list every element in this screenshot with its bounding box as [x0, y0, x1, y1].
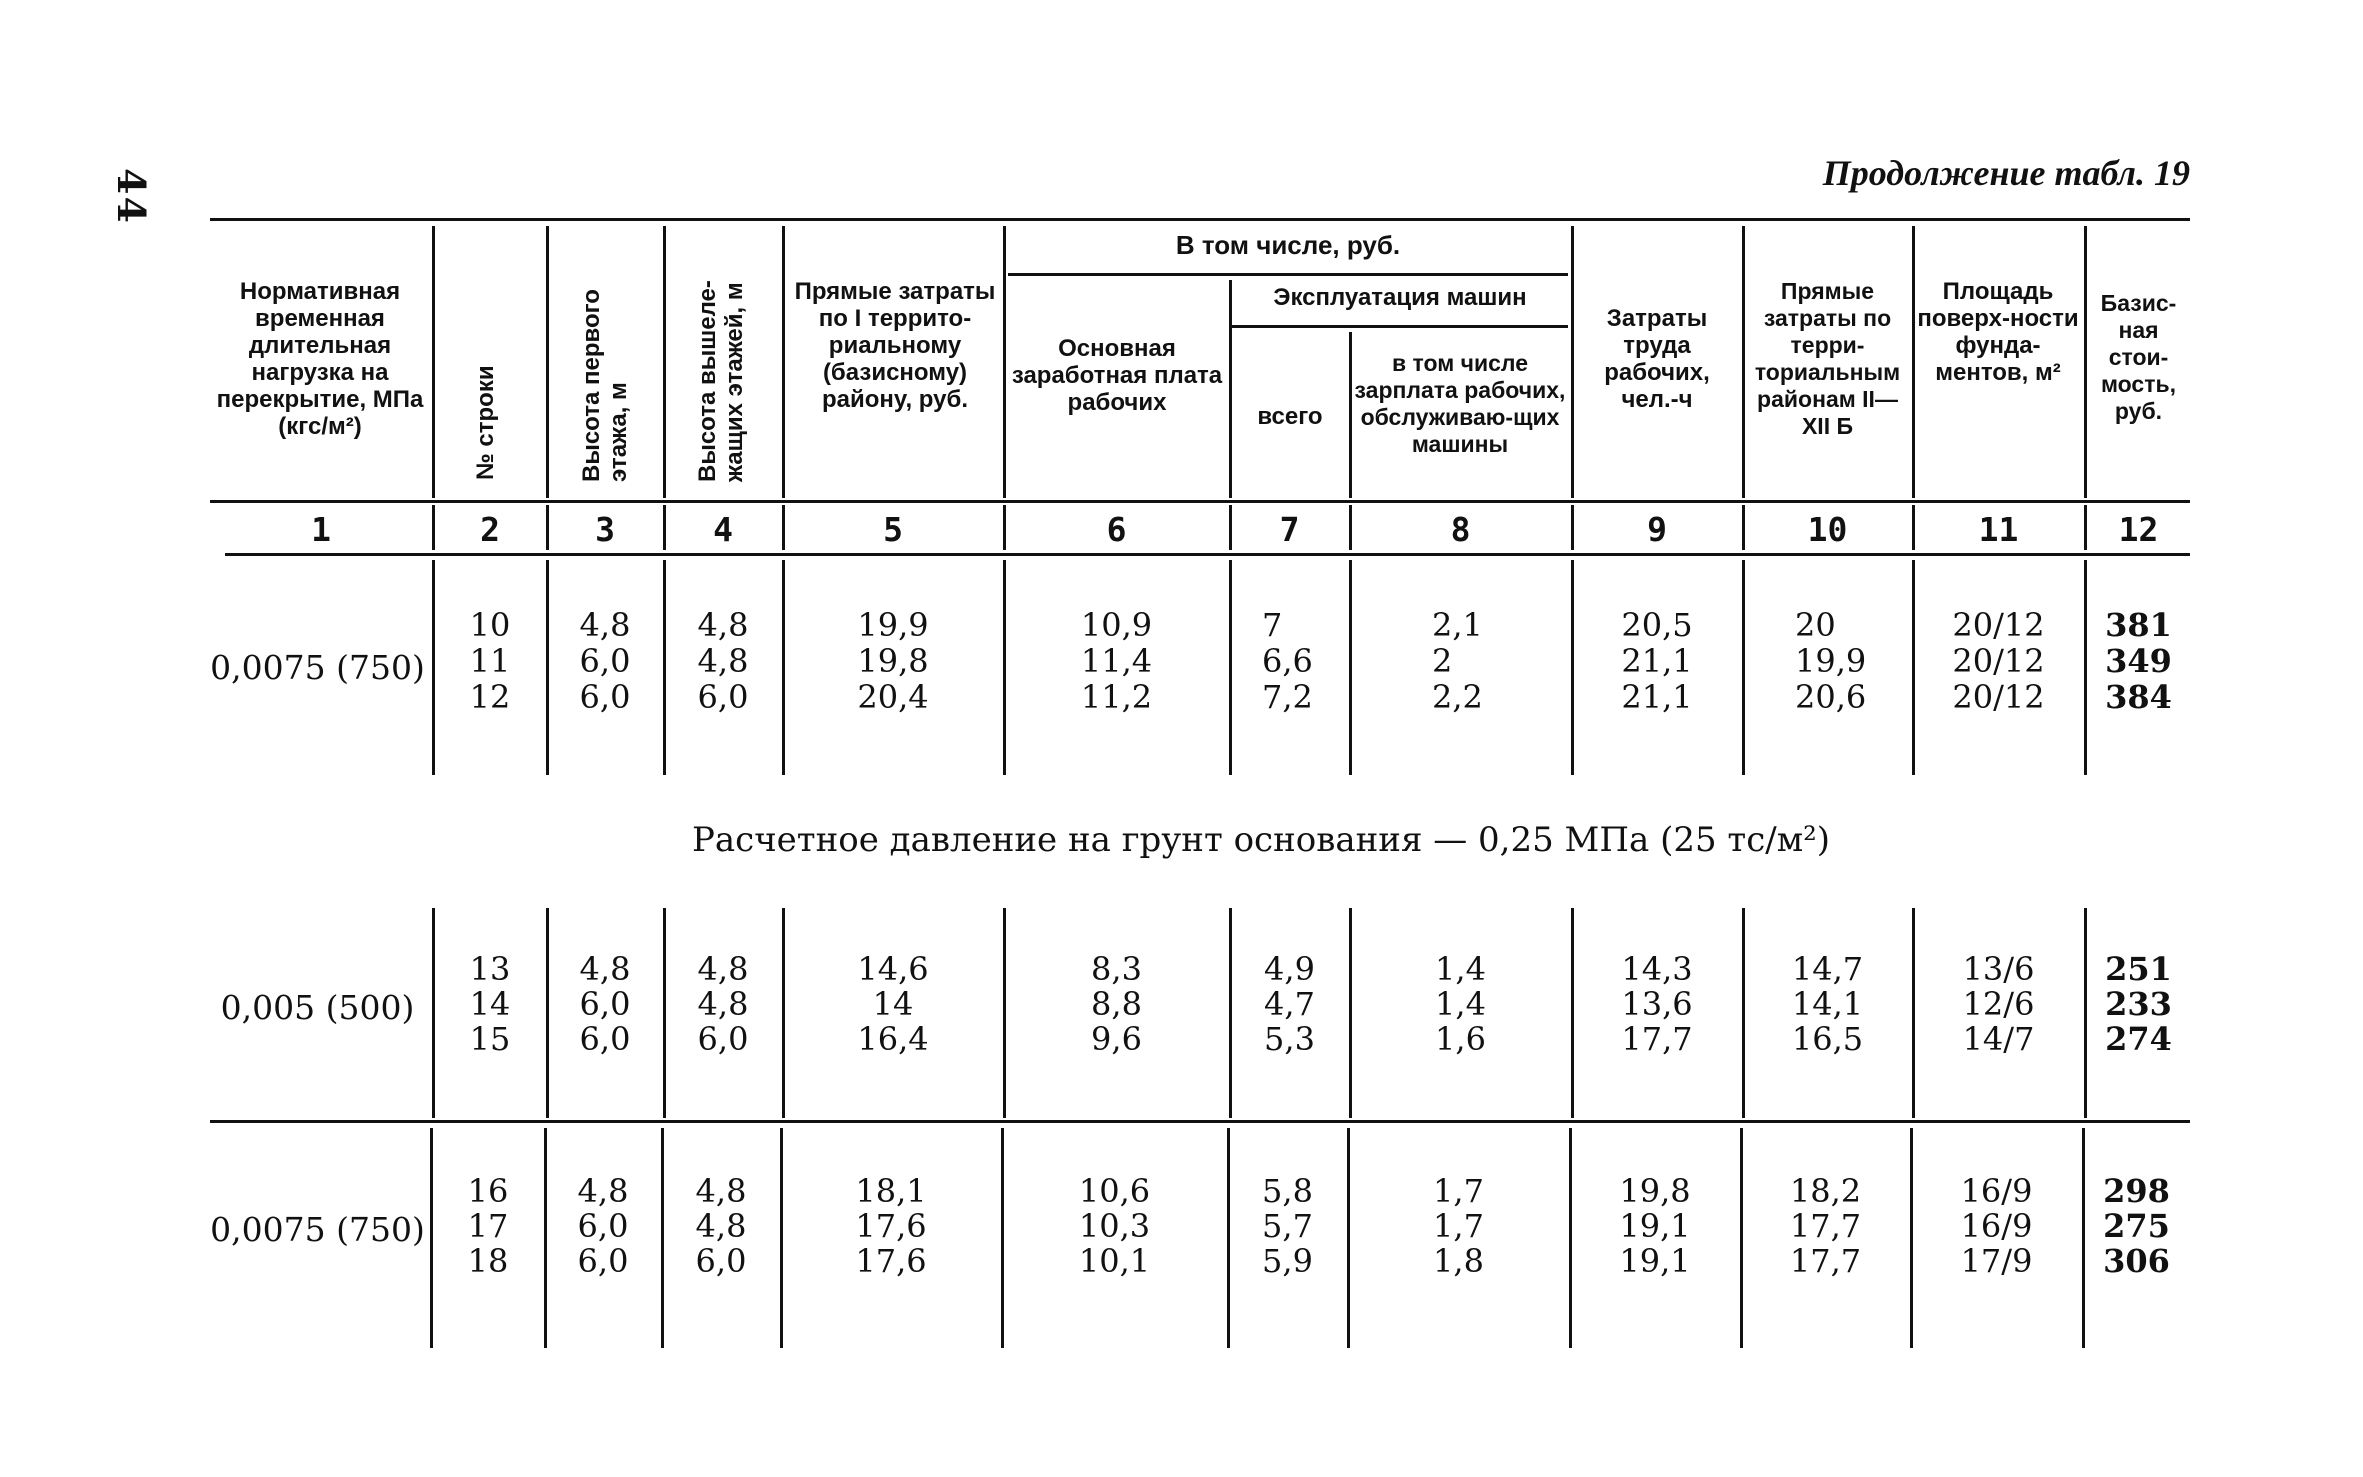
table-cell: 18	[467, 1242, 509, 1280]
table-cell: 19,1	[1619, 1242, 1691, 1280]
header-machines-total: всего	[1257, 403, 1323, 430]
table-cell: 5,8	[1262, 1172, 1313, 1210]
column-number: 2	[480, 510, 500, 549]
header-base-wages: Основная заработная плата рабочих	[1011, 335, 1223, 416]
table-cell: 14/7	[1962, 1020, 2035, 1058]
table-cell: 14,3	[1621, 950, 1693, 988]
table-cell: 13	[469, 950, 511, 988]
table-cell: 14	[872, 985, 914, 1023]
table-cell: 274	[2105, 1020, 2172, 1058]
table-cell: 6,0	[577, 1242, 629, 1280]
table-cell: 6,0	[697, 1020, 749, 1058]
table-cell: 4,8	[579, 950, 631, 988]
table-cell: 14,7	[1791, 950, 1864, 988]
table-cell: 12	[469, 678, 511, 716]
table-cell: 1,4	[1435, 950, 1486, 988]
table-cell: 4,8	[577, 1172, 629, 1210]
header-direct-costs-regions: Прямые затраты по терри-ториальным районам II—XII Б	[1754, 278, 1901, 439]
table-cell: 381	[2105, 606, 2172, 644]
table-cell: 20,6	[1795, 678, 1867, 716]
table-cell: 1,8	[1433, 1242, 1484, 1280]
group-in-total-rule	[1008, 273, 1568, 276]
table-cell: 7	[1262, 606, 1283, 644]
header-row-number: № строки	[472, 365, 499, 480]
column-number: 1	[311, 510, 331, 549]
table-cell: 4,8	[579, 606, 631, 644]
table-cell: 10	[469, 606, 511, 644]
table-cell: 8,8	[1091, 985, 1142, 1023]
table-cell: 17,6	[855, 1207, 927, 1245]
header-bottom-rule	[210, 500, 2190, 503]
table-cell: 4,8	[697, 642, 749, 680]
table-cell: 20	[1795, 606, 1836, 644]
page-number: 44	[109, 168, 154, 225]
group-machines-rule	[1232, 325, 1568, 328]
table-cell: 20/12	[1952, 606, 2045, 644]
table-cell: 4,7	[1264, 985, 1315, 1023]
table-cell: 19,8	[857, 642, 929, 680]
load-label: 0,0075 (750)	[210, 648, 425, 687]
table-cell: 298	[2103, 1172, 2170, 1210]
table-cell: 6,0	[697, 678, 749, 716]
column-number: 5	[883, 510, 903, 549]
table-cell: 13/6	[1962, 950, 2035, 988]
table-cell: 9,6	[1091, 1020, 1142, 1058]
table-cell: 349	[2105, 642, 2172, 680]
table-cell: 6,0	[577, 1207, 629, 1245]
table-cell: 1,7	[1433, 1172, 1484, 1210]
table-cell: 18,1	[855, 1172, 927, 1210]
table-cell: 15	[469, 1020, 511, 1058]
load-label: 0,005 (500)	[220, 988, 415, 1027]
table-cell: 306	[2103, 1242, 2170, 1280]
header-group-machines: Эксплуатация машин	[1273, 284, 1527, 311]
header-machines-wages: в том числе зарплата рабочих, обслуживаю-щих машины	[1354, 350, 1566, 457]
load-label: 0,0075 (750)	[210, 1210, 425, 1249]
table-cell: 5,9	[1262, 1242, 1313, 1280]
table-cell: 20/12	[1952, 642, 2045, 680]
table-cell: 10,6	[1078, 1172, 1151, 1210]
table-cell: 14	[469, 985, 511, 1023]
table-cell: 6,0	[579, 985, 631, 1023]
table-cell: 21,1	[1621, 642, 1693, 680]
column-number: 6	[1106, 510, 1127, 549]
table-cell: 16	[467, 1172, 509, 1210]
table-cell: 21,1	[1621, 678, 1693, 716]
table-cell: 10,1	[1078, 1242, 1151, 1280]
table-cell: 5,3	[1264, 1020, 1315, 1058]
header-upper-floors-height: Высота вышеле-жащих этажей, м	[694, 280, 748, 482]
table-cell: 14,6	[857, 950, 929, 988]
table-cell: 19,9	[857, 606, 929, 644]
table-cell: 17,7	[1789, 1207, 1862, 1245]
group-separator-rule	[210, 1120, 2190, 1123]
table-caption: Продолжение табл. 19	[1822, 153, 2190, 193]
table-cell: 11	[469, 642, 511, 680]
header-base-cost: Базис-ная стои-мость, руб.	[2100, 290, 2177, 424]
table-cell: 16,5	[1791, 1020, 1864, 1058]
table-cell: 17/9	[1960, 1242, 2033, 1280]
table-cell: 6,6	[1262, 642, 1313, 680]
table-cell: 16,4	[857, 1020, 929, 1058]
table-cell: 17,7	[1621, 1020, 1693, 1058]
column-number: 11	[1978, 510, 2019, 549]
table-cell: 11,4	[1080, 642, 1153, 680]
table-cell: 11,2	[1080, 678, 1153, 716]
table-cell: 4,8	[697, 950, 749, 988]
table-cell: 20,5	[1621, 606, 1693, 644]
table-cell: 4,9	[1264, 950, 1315, 988]
table-cell: 1,4	[1435, 985, 1486, 1023]
table-cell: 14,1	[1791, 985, 1864, 1023]
column-number: 10	[1807, 510, 1848, 549]
header-first-floor-height: Высота первого этажа, м	[578, 289, 632, 482]
table-cell: 251	[2105, 950, 2172, 988]
column-number: 9	[1647, 510, 1667, 549]
column-number: 7	[1279, 510, 1300, 549]
table-cell: 10,3	[1078, 1207, 1151, 1245]
table-cell: 5,7	[1262, 1207, 1313, 1245]
header-labor-costs: Затраты труда рабочих, чел.-ч	[1604, 305, 1710, 413]
table-cell: 13,6	[1621, 985, 1693, 1023]
header-load: Нормативная временная длительная нагрузка на перекрытие, МПа (кгс/м²)	[216, 278, 424, 440]
table-cell: 19,1	[1619, 1207, 1691, 1245]
table-cell: 2,1	[1432, 606, 1483, 644]
table-cell: 20,4	[857, 678, 929, 716]
table-cell: 19,8	[1619, 1172, 1691, 1210]
header-direct-costs-base: Прямые затраты по I террито-риальному (базисному) району, руб.	[794, 278, 996, 413]
table-cell: 2	[1432, 642, 1453, 680]
table-cell: 275	[2103, 1207, 2170, 1245]
table-cell: 19,9	[1795, 642, 1867, 680]
header-group-in-total: В том числе, руб.	[1175, 230, 1401, 260]
table-cell: 17,7	[1789, 1242, 1862, 1280]
table-cell: 6,0	[579, 678, 631, 716]
column-numbers-rule	[225, 553, 2190, 556]
table-cell: 4,8	[695, 1207, 747, 1245]
header-foundation-area: Площадь поверх-ности фунда-ментов, м²	[1917, 278, 2079, 386]
table-cell: 16/9	[1960, 1207, 2033, 1245]
column-number: 12	[2118, 510, 2159, 549]
table-cell: 6,0	[695, 1242, 747, 1280]
table-cell: 18,2	[1789, 1172, 1862, 1210]
column-number: 4	[713, 510, 733, 549]
table-cell: 384	[2105, 678, 2172, 716]
table-cell: 4,8	[697, 985, 749, 1023]
table-cell: 4,8	[697, 606, 749, 644]
table-cell: 1,6	[1435, 1020, 1486, 1058]
table-cell: 6,0	[579, 1020, 631, 1058]
table-cell: 12/6	[1962, 985, 2035, 1023]
table-cell: 2,2	[1432, 678, 1483, 716]
table-cell: 7,2	[1262, 678, 1313, 716]
table-cell: 20/12	[1952, 678, 2045, 716]
table-top-rule	[210, 218, 2190, 221]
table-cell: 6,0	[579, 642, 631, 680]
table-cell: 10,9	[1080, 606, 1153, 644]
table-cell: 17,6	[855, 1242, 927, 1280]
table-cell: 16/9	[1960, 1172, 2033, 1210]
table-cell: 233	[2105, 985, 2172, 1023]
table-cell: 4,8	[695, 1172, 747, 1210]
column-number: 3	[595, 510, 615, 549]
table-cell: 1,7	[1433, 1207, 1484, 1245]
column-number: 8	[1450, 510, 1471, 549]
table-cell: 8,3	[1091, 950, 1142, 988]
section-title: Расчетное давление на грунт основания — 0,25 МПа (25 тс/м²)	[692, 820, 1831, 860]
table-cell: 17	[467, 1207, 509, 1245]
